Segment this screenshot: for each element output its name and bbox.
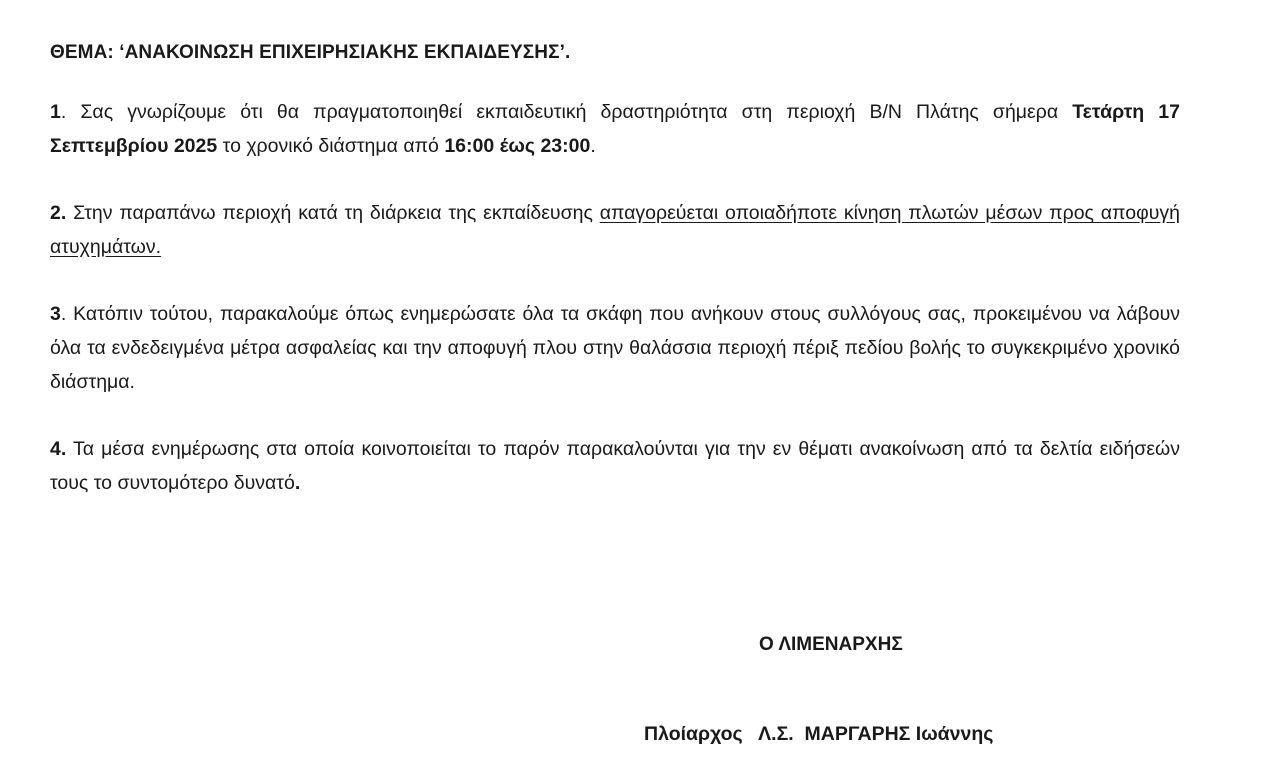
paragraph-1-date: Τετάρτη 17 Σεπτεμβρίου 2025 [50, 101, 1180, 157]
paragraph-2 [50, 196, 1180, 264]
signature-title: Ο ΛΙΜΕΝΑΡΧΗΣ [759, 634, 903, 655]
paragraph-1-number: 1 [50, 101, 61, 123]
paragraph-3 [50, 297, 1180, 399]
paragraph-4-number: 4. [50, 438, 67, 460]
paragraph-4 [50, 432, 1180, 500]
paragraph-1-text-a: . Σας γνωρίζουμε ότι θα πραγματοποιηθεί εκπαιδευτική δραστηριότητα στη περιοχή Β/Ν Πλάτης σήμερα [60, 101, 1073, 123]
paragraph-1-text-c: . [590, 135, 596, 157]
paragraph-3-text: . Κατόπιν τούτου, παρακαλούμε όπως ενημερώσατε όλα τα σκάφη που ανήκουν στους συλλόγους σας, προκειμένου να λάβουν όλα τα ενδεδειγμένα μέτρα ασφαλείας και την αποφυγή πλου στην θαλάσσια περιοχή πέριξ πεδίου βολής το συγκεκριμένο χρονικό διάστημα. [50, 303, 1180, 393]
paragraph-2-number: 2. [50, 202, 67, 224]
subject-line: ΘΕΜΑ: ‘ΑΝΑΚΟΙΝΩΣΗ ΕΠΙΧΕΙΡΗΣΙΑΚΗΣ ΕΚΠΑΙΔΕΥΣΗΣ’. [50, 42, 571, 63]
paragraph-2-text: Στην παραπάνω περιοχή κατά τη διάρκεια της εκπαίδευσης [66, 202, 600, 224]
paragraph-1-text-b: το χρονικό διάστημα από [217, 135, 445, 157]
paragraph-2-underlined: απαγορεύεται οποιαδήποτε κίνηση πλωτών μέσων προς αποφυγή ατυχημάτων. [50, 202, 1180, 258]
paragraph-3-number: 3 [50, 303, 61, 325]
paragraph-1-time: 16:00 έως 23:00 [444, 135, 591, 157]
paragraph-4-text: Τα μέσα ενημέρωσης στα οποία κοινοποιείται το παρόν παρακαλούνται για την εν θέματι ανακοίνωση από τα δελτία ειδήσεών τους το συντομότερο δυνατό [50, 438, 1180, 494]
paragraph-4-end: . [294, 472, 301, 494]
paragraph-1 [50, 95, 1180, 163]
signature-name: Πλοίαρχος Λ.Σ. ΜΑΡΓΑΡΗΣ Ιωάννης [644, 723, 994, 745]
